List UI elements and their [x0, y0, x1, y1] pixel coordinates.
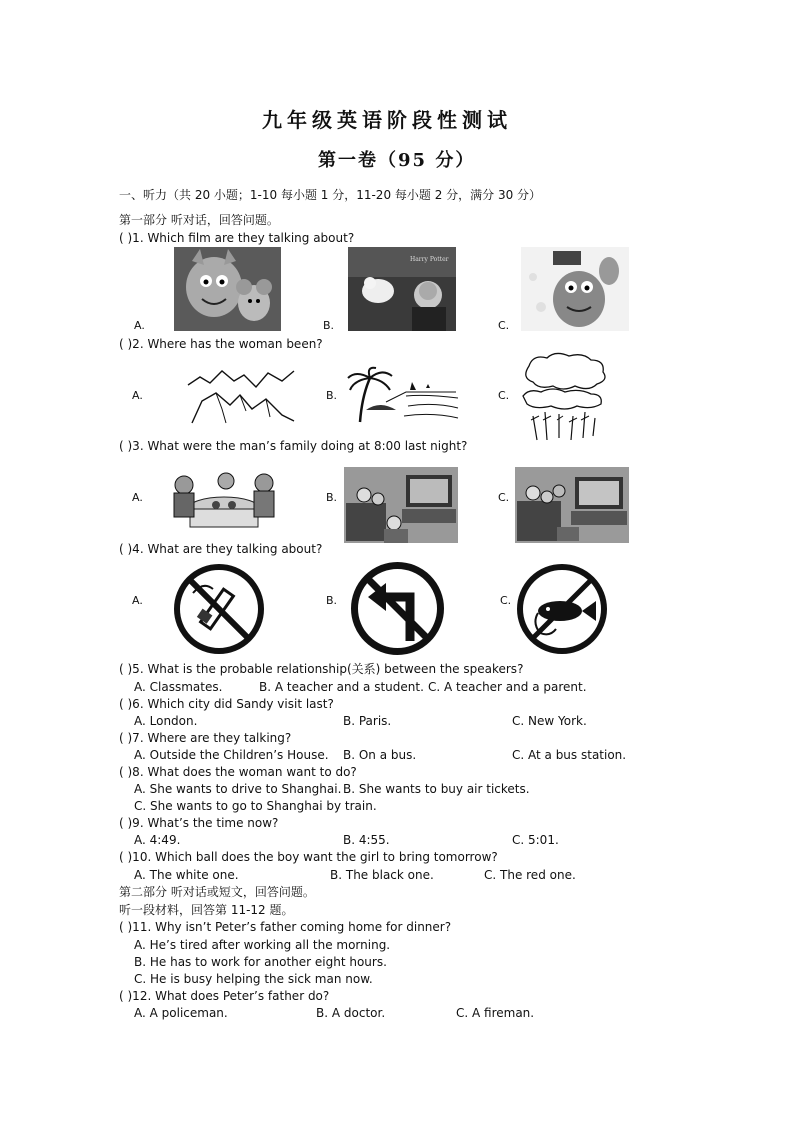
q2-image-forest [519, 350, 609, 444]
section-heading: 一、听力（共 20 小题；1-10 每小题 1 分，11-20 每小题 2 分，满分 30 分） [119, 188, 542, 202]
part2-heading: 第二部分 听对话或短文，回答问题。 [119, 885, 315, 899]
q10-option-b: B. The black one. [330, 868, 434, 882]
q1-image-cartoon-cat-waving [521, 247, 629, 331]
q3-option-a: A. [132, 491, 143, 504]
part2-material: 听一段材料，回答第 11-12 题。 [119, 903, 294, 917]
q2-image-mountains [186, 365, 296, 425]
q12-option-a: A. A policeman. [134, 1006, 228, 1020]
q7-option-b: B. On a bus. [343, 748, 417, 762]
q3-option-c: C. [498, 491, 510, 504]
q6-option-b: B. Paris. [343, 714, 392, 728]
page-subtitle: 第一卷（95 分） [318, 150, 476, 171]
no-fishing-sign-icon [516, 563, 608, 655]
q1-image-wizard-film [348, 247, 456, 331]
q1-option-c: C. [498, 319, 510, 332]
question-1: ( )1. Which film are they talking about? [119, 231, 355, 245]
question-11: ( )11. Why isn’t Peter’s father coming home for dinner? [119, 920, 452, 934]
q4-option-c: C. [500, 594, 512, 607]
q3-option-b: B. [326, 491, 338, 504]
q1-option-a: A. [134, 319, 145, 332]
q6-option-c: C. New York. [512, 714, 587, 728]
part1-heading: 第一部分 听对话，回答问题。 [119, 213, 279, 227]
q12-option-c: C. A fireman. [456, 1006, 535, 1020]
question-7: ( )7. Where are they talking? [119, 731, 292, 745]
q9-option-c: C. 5:01. [512, 833, 559, 847]
question-10: ( )10. Which ball does the boy want the girl to bring tomorrow? [119, 850, 498, 864]
q6-option-a: A. London. [134, 714, 198, 728]
question-6: ( )6. Which city did Sandy visit last? [119, 697, 334, 711]
q8-option-c: C. She wants to go to Shanghai by train. [134, 799, 377, 813]
q11-option-b: B. He has to work for another eight hours. [134, 955, 387, 969]
question-4: ( )4. What are they talking about? [119, 542, 323, 556]
q9-option-b: B. 4:55. [343, 833, 390, 847]
no-smoking-sign-icon [173, 563, 265, 655]
q5-option-c: C. A teacher and a parent. [428, 680, 587, 694]
q8-option-a: A. She wants to drive to Shanghai. [134, 782, 342, 796]
q5-option-b: B. A teacher and a student. [259, 680, 424, 694]
q5-option-a: A. Classmates. [134, 680, 223, 694]
q2-option-b: B. [326, 389, 338, 402]
q2-option-c: C. [498, 389, 510, 402]
q7-option-c: C. At a bus station. [512, 748, 627, 762]
q1-option-b: B. [323, 319, 335, 332]
question-12: ( )12. What does Peter’s father do? [119, 989, 330, 1003]
q2-option-a: A. [132, 389, 143, 402]
q1-image-cartoon-cat-mouse [174, 247, 281, 331]
q7-option-a: A. Outside the Children’s House. [134, 748, 329, 762]
question-8: ( )8. What does the woman want to do? [119, 765, 357, 779]
q11-option-c: C. He is busy helping the sick man now. [134, 972, 373, 986]
q8-option-b: B. She wants to buy air tickets. [343, 782, 530, 796]
no-left-turn-sign-icon [350, 561, 445, 656]
page-title: 九年级英语阶段性测试 [262, 108, 512, 132]
q4-option-a: A. [132, 594, 143, 607]
question-3: ( )3. What were the man’s family doing at 8:00 last night? [119, 439, 468, 453]
q12-option-b: B. A doctor. [316, 1006, 386, 1020]
q10-option-c: C. The red one. [484, 868, 576, 882]
question-5: ( )5. What is the probable relationship(关系) between the speakers? [119, 662, 524, 676]
question-2: ( )2. Where has the woman been? [119, 337, 323, 351]
q3-image-family-tv-2 [515, 467, 629, 543]
q3-image-family-tv-1 [344, 467, 458, 543]
q3-image-family-dinner [166, 463, 282, 533]
q4-option-b: B. [326, 594, 338, 607]
question-9: ( )9. What’s the time now? [119, 816, 279, 830]
film-logo-text: Harry Potter [410, 256, 449, 263]
q10-option-a: A. The white one. [134, 868, 239, 882]
q2-image-beach [346, 366, 460, 424]
q11-option-a: A. He’s tired after working all the morning. [134, 938, 391, 952]
q9-option-a: A. 4:49. [134, 833, 181, 847]
